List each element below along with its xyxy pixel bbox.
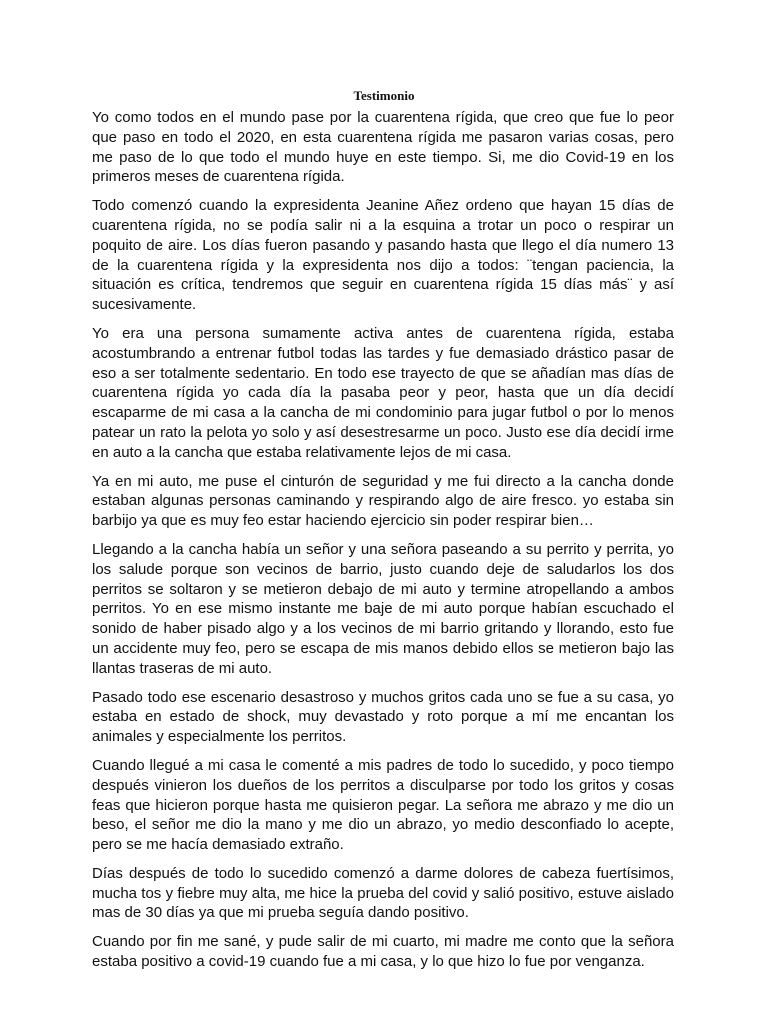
paragraph-7: Cuando llegué a mi casa le comenté a mis padres de todo lo sucedido, y poco tiempo después vinieron los dueños de los perritos a disculparse por todo los gritos y cosas feas que hicieron porque hasta me quisieron pegar. La señora me abrazo y me dio un beso, el señor me dio la mano y me dio un abrazo, yo medio desconfiado lo acepte, pero se me hacía demasiado extraño. [92, 756, 674, 854]
paragraph-3: Yo era una persona sumamente activa antes de cuarentena rígida, estaba acostumbrando a entrenar futbol todas las tardes y fue demasiado drástico pasar de eso a ser totalmente sedentario. En todo ese trayecto de que se añadían mas días de cuarentena rígida yo cada día la pasaba peor y peor, hasta que un día decidí escaparme de mi casa a la cancha de mi condominio para jugar futbol o por lo menos patear un rato la pelota yo solo y así desestresarme un poco. Justo ese día decidí irme en auto a la cancha que estaba relativamente lejos de mi casa. [92, 324, 674, 461]
paragraph-2: Todo comenzó cuando la expresidenta Jeanine Añez ordeno que hayan 15 días de cuarentena rígida, no se podía salir ni a la esquina a trotar un poco o respirar un poquito de aire. Los días fueron pasando y pasando hasta que llego el día numero 13 de la cuarentena rígida y la expresidenta nos dijo a todos: ¨tengan paciencia, la situación es crítica, tendremos que seguir en cuarentena rígida 15 días más¨ y así sucesivamente. [92, 197, 674, 314]
paragraph-1: Yo como todos en el mundo pase por la cuarentena rígida, que creo que fue lo peor que paso en todo el 2020, en esta cuarentena rígida me pasaron varias cosas, pero me paso de lo que todo el mundo huye en este tiempo. Si, me dio Covid-19 en los primeros meses de cuarentena rígida. [92, 109, 674, 186]
paragraph-4: Ya en mi auto, me puse el cinturón de seguridad y me fui directo a la cancha donde estaban algunas personas caminando y respirando algo de aire fresco. yo estaba sin barbijo ya que es muy feo estar haciendo ejercicio sin poder respirar bien… [92, 472, 674, 530]
paragraph-9: Cuando por fin me sané, y pude salir de mi cuarto, mi madre me conto que la señora estaba positivo a covid-19 cuando fue a mi casa, y lo que hizo lo fue por venganza. [92, 933, 674, 971]
paragraph-5: Llegando a la cancha había un señor y una señora paseando a su perrito y perrita, yo los salude porque son vecinos de barrio, justo cuando deje de saludarlos los dos perritos se soltaron y se metieron debajo de mi auto y termine atropellando a ambos perritos. Yo en ese mismo instante me baje de mi auto porque habían escuchado el sonido de haber pisado algo y a los vecinos de mi barrio gritando y llorando, esto fue un accidente muy feo, pero se escapa de mis manos debido ellos se metieron bajo las llantas traseras de mi auto. [92, 540, 674, 677]
document-body [92, 108, 674, 981]
paragraph-8: Días después de todo lo sucedido comenzó a darme dolores de cabeza fuertísimos, mucha tos y fiebre muy alta, me hice la prueba del covid y salió positivo, estuve aislado mas de 30 días ya que mi prueba seguía dando positivo. [92, 864, 674, 922]
document-title: Testimonio [353, 88, 415, 103]
paragraph-6: Pasado todo ese escenario desastroso y muchos gritos cada uno se fue a su casa, yo estaba en estado de shock, muy devastado y roto porque a mí me encantan los animales y especialmente los perritos. [92, 688, 674, 746]
